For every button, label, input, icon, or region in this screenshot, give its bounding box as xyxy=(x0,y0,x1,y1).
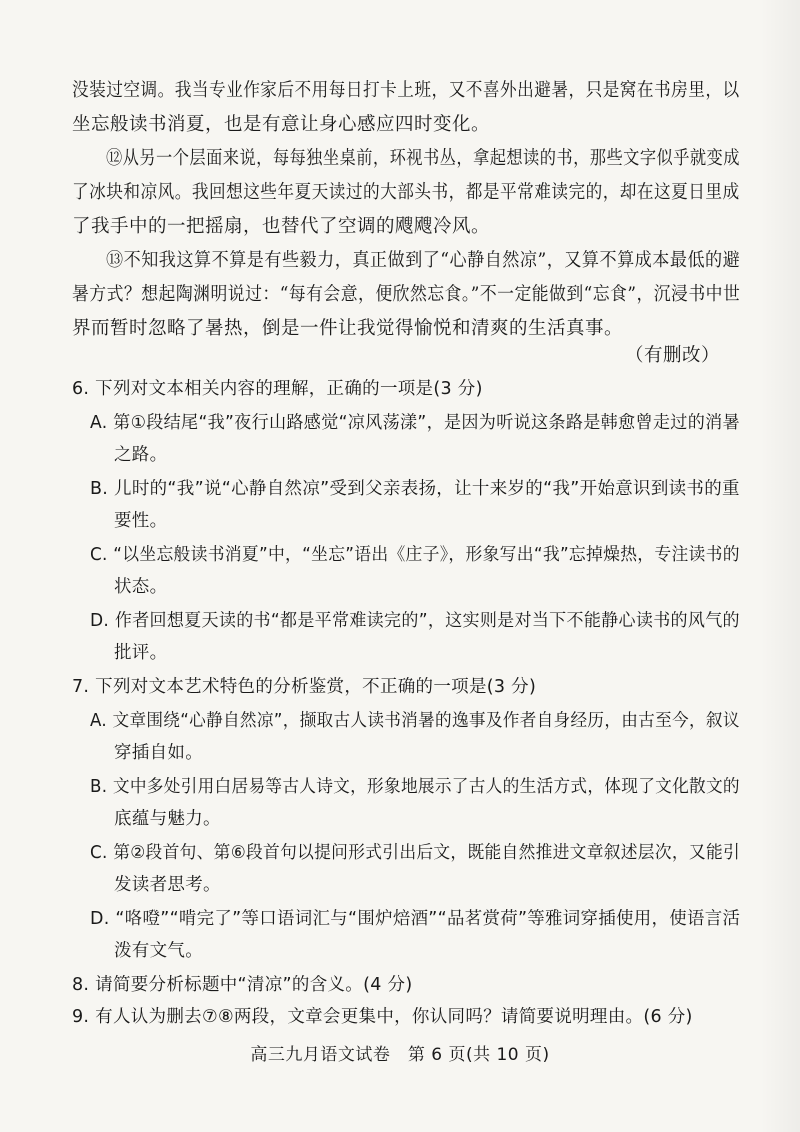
passage-p13-line2: 暑方式？想起陶渊明说过：“每有会意，便欣然忘食。”不一定能做到“忘食”，沉浸书中世 xyxy=(72,284,741,305)
question-7-option-d: D. “咯噔”“啃完了”等口语词汇与“围炉焙酒”“品茗赏荷”等雅词穿插使用，使语言活 xyxy=(90,909,741,929)
scan-shadow xyxy=(760,0,800,1132)
question-7-option-a-cont: 穿插自如。 xyxy=(114,743,203,763)
question-7-option-b-cont: 底蕴与魅力。 xyxy=(114,809,221,829)
question-7-stem: 7. 下列对文本艺术特色的分析鉴赏，不正确的一项是(3 分) xyxy=(72,677,537,697)
passage-p13-line1: ⑬不知我这算不算是有些毅力，真正做到了“心静自然凉”，又算不算成本最低的避 xyxy=(106,250,741,271)
question-6-stem: 6. 下列对文本相关内容的理解，正确的一项是(3 分) xyxy=(72,379,483,399)
question-6-option-d: D. 作者回想夏天读的书“都是平常难读完的”，这实则是对当下不能静心读书的风气的 xyxy=(90,611,740,631)
passage-p13-line3: 界而暂时忽略了暑热，倒是一件让我觉得愉悦和清爽的生活真事。 xyxy=(72,318,624,339)
question-6-option-a-cont: 之路。 xyxy=(114,445,168,465)
question-6-option-a: A. 第①段结尾“我”夜行山路感觉“凉风荡漾”，是因为听说这条路是韩愈曾走过的消暑 xyxy=(90,413,740,433)
question-7-option-a: A. 文章围绕“心静自然凉”，撷取古人读书消暑的逸事及作者自身经历，由古至今，叙议 xyxy=(90,711,740,731)
passage-p12-line2: 了冰块和凉风。我回想这些年夏天读过的大部头书，都是平常难读完的，却在这夏日里成 xyxy=(72,182,740,203)
question-6-option-b-cont: 要性。 xyxy=(114,511,168,531)
passage-p12-line1: ⑫从另一个层面来说，每每独坐桌前，环视书丛，拿起想读的书，那些文字似乎就变成 xyxy=(106,148,740,169)
passage-p11-line1: 没装过空调。我当专业作家后不用每日打卡上班，又不喜外出避暑，只是窝在书房里，以 xyxy=(72,80,740,101)
passage-p11-line2: 坐忘般读书消夏，也是有意让身心感应四时变化。 xyxy=(72,114,491,135)
question-7-option-c-cont: 发读者思考。 xyxy=(114,875,221,895)
page-footer: 高三九月语文试卷 第 6 页(共 10 页) xyxy=(250,1045,550,1065)
question-9: 9. 有人认为删去⑦⑧两段，文章会更集中，你认同吗？请简要说明理由。(6 分) xyxy=(72,1007,693,1027)
question-8: 8. 请简要分析标题中“清凉”的含义。(4 分) xyxy=(72,975,413,995)
passage-p12-line3: 了我手中的一把摇扇，也替代了空调的飕飕冷风。 xyxy=(72,216,491,237)
question-6-option-c-cont: 状态。 xyxy=(114,577,168,597)
source-note: （有删改） xyxy=(624,345,720,366)
question-6-option-d-cont: 批评。 xyxy=(114,643,168,663)
question-7-option-d-cont: 泼有文气。 xyxy=(114,941,203,961)
question-7-option-b: B. 文中多处引用白居易等古人诗文，形象地展示了古人的生活方式，体现了文化散文的 xyxy=(90,777,740,797)
question-6-option-b: B. 儿时的“我”说“心静自然凉”受到父亲表扬，让十来岁的“我”开始意识到读书的重 xyxy=(90,479,740,499)
question-7-option-c: C. 第②段首句、第⑥段首句以提问形式引出后文，既能自然推进文章叙述层次，又能引 xyxy=(90,843,741,863)
question-6-option-c: C. “以坐忘般读书消夏”中，“坐忘”语出《庄子》，形象写出“我”忘掉燥热，专注读书的 xyxy=(90,545,740,565)
